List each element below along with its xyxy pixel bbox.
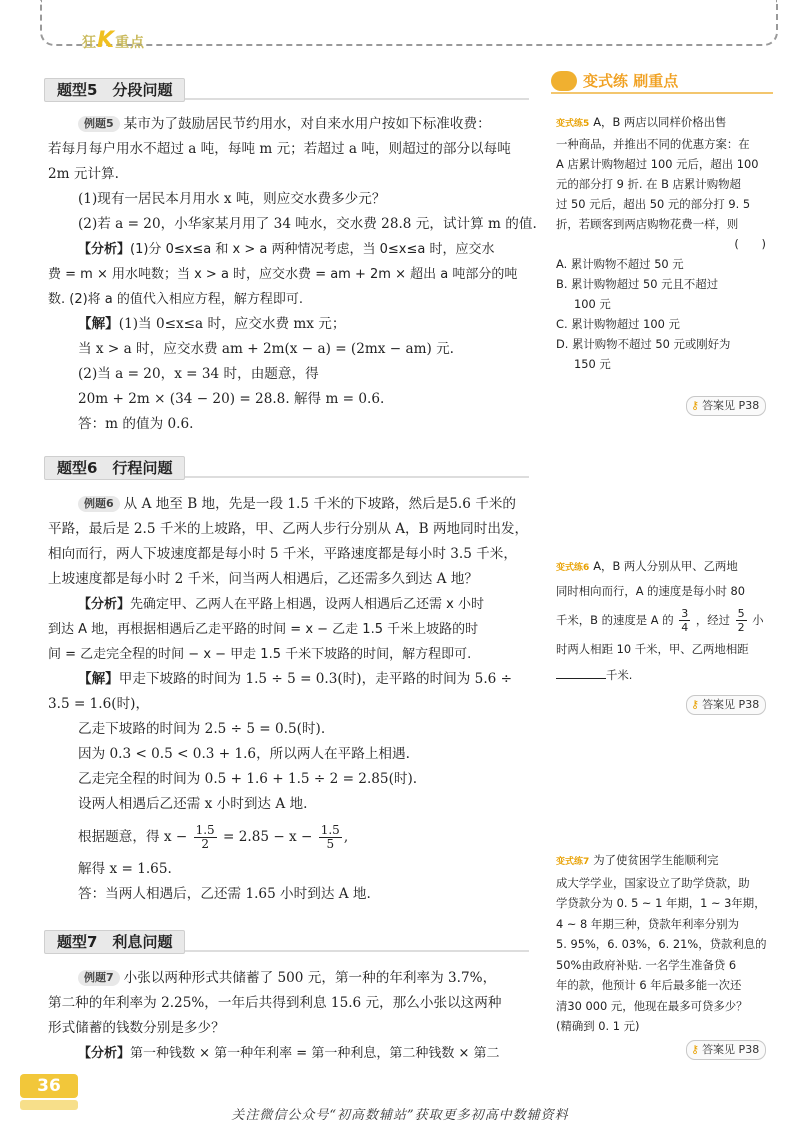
key-icon: ⚷ [691,698,700,711]
example-tag: 例题5 [78,116,120,132]
example-tag: 例题6 [78,496,120,512]
section-title: 题型5 分段问题 [44,78,185,102]
practice-header: 变式练 刷重点 [551,70,773,92]
answer-link-5[interactable]: ⚷ 答案见 P38 [686,396,766,416]
example-tag: 例题7 [78,970,120,986]
practice-5: 变式练5 A，B 两店以同样价格出售 一种商品，并推出不同的优惠方案：在 A 店累计购物超过 100 元后，超出 100 元的部分打 9 折. 在 B 店累计购物超 过 50 元后，超出 50 元的部分打 9. 5 折，若顾客到两店购物花费一样，则 ( ) A. 累计购物不超过 50 元 B. 累计购物超过 50 元且不超过 100 元 C. 累计购物超过 100 元 D. 累计购物不超过 50 元或刚好为 150 元 [556,115,766,371]
key-icon: ⚷ [691,1043,700,1056]
answer-link-7[interactable]: ⚷ 答案见 P38 [686,1040,766,1060]
practice-tag: 变式练5 [556,119,590,129]
practice-7: 变式练7 为了使贫困学生能顺利完 成大学学业，国家设立了助学贷款，助 学贷款分为 0. 5 ~ 1 年期，1 ~ 3年期， 4 ~ 8 年期三种，贷款年利率分别为 5. 95%，6. 03%，6. 21%，贷款利息的 50%由政府补贴. 一名学生准备贷 6 年的款，他预计 6 年后最多能一次还 清30 000 元，他现在最多可贷多少？ (精确到 0. 1 元) [556,853,767,1033]
section-header-6 [44,456,529,478]
equation: 根据题意，得 x − $\frac{1.5}{2}$ = 2.85 − x − $\frac{1.5}{5}$ , [78,823,349,851]
pencil-icon [551,71,577,91]
brand-logo: 狂K重点 [82,28,146,53]
footer-note: 关注微信公众号“初高数辅站”获取更多初高中数辅资料 [231,1108,569,1123]
example-5: 例题5 某市为了鼓励居民节约用水，对自来水用户按如下标准收费： 若每月每户用水不超过 a 吨，每吨 m 元；若超过 a 吨，则超过的部分以每吨 2m 元计算. (1)现有一居民本月用水 x 吨，则应交水费多少元？ (2)若 a = 20，小华家某月用了 34 吨水，交水费 28.8 元，试计算 m 的值. 【分析】(1)分 0≤x≤a 和 x > a 两种情况考虑，当 0≤x≤a 时，应交水 费 = m × 用水吨数；当 x > a 时，应交水费 = am + 2m × 超出 a 吨部分的吨 数. (2)将 a 的值代入相应方程，解方程即可. 【解】(1)当 0≤x≤a 时，应交水费 mx 元； 当 x > a 时，应交水费 am + 2m(x − a) = (2mx − am) 元. (2)当 a = 20，x = 34 时，由题意，得 20m + 2m × (34 − 20) = 28.8. 解得 m = 0.6. 答：m 的值为 0.6. [48,116,537,432]
section-header-7 [44,930,529,952]
section-title: 题型7 利息问题 [44,930,185,954]
header-frame [40,0,778,46]
answer-link-6[interactable]: ⚷ 答案见 P38 [686,695,766,715]
key-icon: ⚷ [691,399,700,412]
example-7: 例题7 小张以两种形式共储蓄了 500 元，第一种的年利率为 3.7%， 第二种的年利率为 2.25%，一年后共得到利息 15.6 元，那么小张以这两种 形式储蓄的钱数分别是多少？ 【分析】第一种钱数 × 第一种年利率 = 第一种利息，第二种钱数 × 第二 [48,970,502,1061]
page-number: 36 [20,1074,78,1098]
practice-6: 变式练6 A，B 两人分别从甲、乙两地 同时相向而行，A 的速度是每小时 80 千米，B 的速度是 A 的 $\frac{3}{4}$ ，经过 $\frac{5}{2}$ 小 时两人相距 10 千米，甲、乙两地相距 千米. [556,559,764,682]
section-title: 题型6 行程问题 [44,456,185,480]
answer-blank[interactable] [556,678,606,679]
practice-tag: 变式练7 [556,857,590,867]
practice-tag: 变式练6 [556,563,590,573]
example-6: 例题6 从 A 地至 B 地，先是一段 1.5 千米的下坡路，然后是5.6 千米的 平路，最后是 2.5 千米的上坡路，甲、乙两人步行分别从 A，B 两地同时出发， 相向而行，两人下坡速度都是每小时 5 千米，平路速度都是每小时 3.5 千米， 上坡速度都是每小时 2 千米，问当两人相遇后，乙还需多久到达 A 地？ 【分析】先确定甲、乙两人在平路上相遇，设两人相遇后乙还需 x 小时 到达 A 地，再根据相遇后乙走平路的时间 = x − 乙走 1.5 千米上坡路的时 间 = 乙走完全程的时间 − x − 甲走 1.5 千米下坡路的时间，解方程即可. 【解】甲走下坡路的时间为 1.5 ÷ 5 = 0.3(时)，走平路的时间为 5.6 ÷ 3.5 = 1.6(时)， 乙走下坡路的时间为 2.5 ÷ 5 = 0.5(时). 因为 0.3 < 0.5 < 0.3 + 1.6，所以两人在平路上相遇. 乙走完全程的时间为 0.5 + 1.6 + 1.5 ÷ 2 = 2.85(时). 设两人相遇后乙还需 x 小时到达 A 地. 根据题意，得 x − $\frac{1.5}{2}$ = 2.85 − x − $\frac{1.5}{5}$ , 解得 x = 1.65. 答：当两人相遇后，乙还需 1.65 小时到达 A 地. [48,492,540,907]
section-header-5 [44,78,529,100]
